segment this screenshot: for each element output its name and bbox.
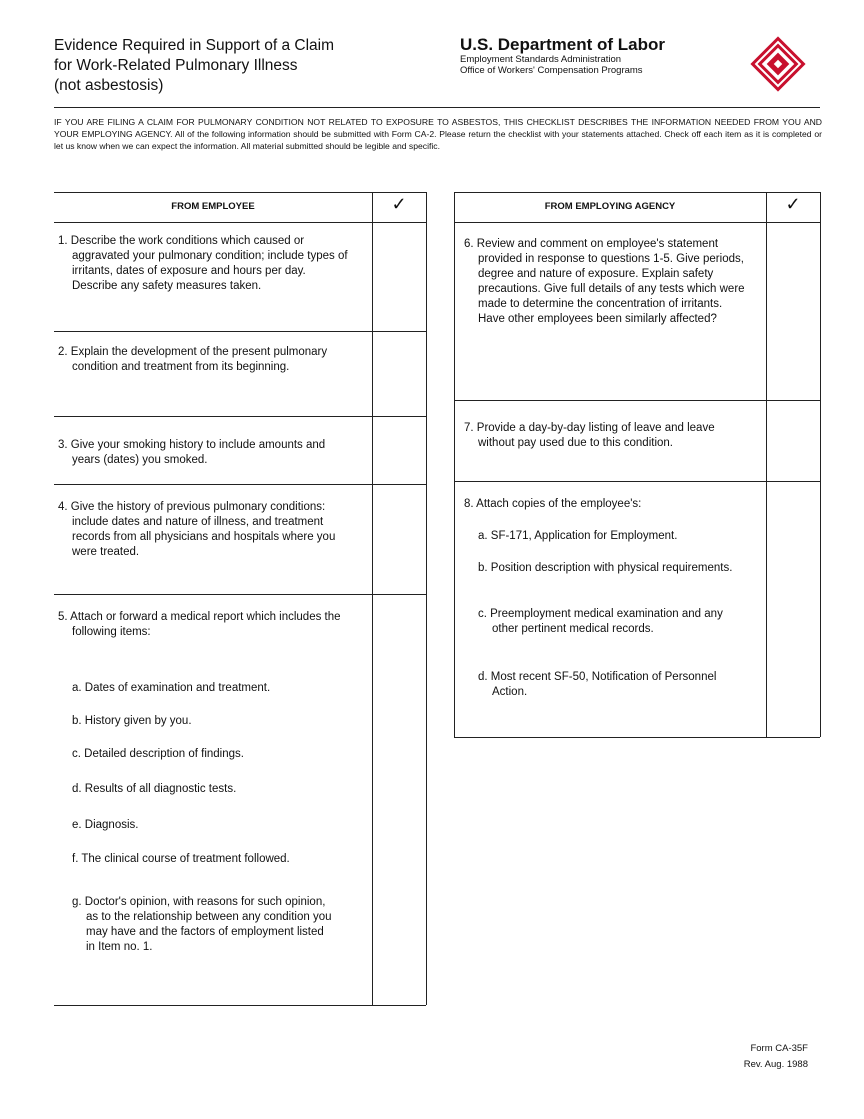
employee-item-3: 3. Give your smoking history to include amounts and years (dates) you smoked.: [58, 439, 326, 466]
employee-item-2-checkbox[interactable]: [373, 332, 425, 415]
agency-item-6: 6. Review and comment on employee's statement provided in response to questions 1-5. Give periods, degree and nature of exposure. Explain safety precautions. Give full details of any tests which were made to determine the concentration of irritants. Have other employees been similarly affected?: [464, 238, 745, 325]
employee-item-1-checkbox[interactable]: [373, 223, 425, 330]
agency-block: [460, 36, 730, 76]
item5-sub-d: d. Results of all diagnostic tests.: [72, 783, 237, 795]
item8-sub-d: d. Most recent SF-50, Notification of Personnel Action.: [478, 671, 717, 698]
agency-header: FROM EMPLOYING AGENCY: [544, 201, 676, 212]
item5-sub-e: e. Diagnosis.: [72, 819, 139, 831]
agency-item-8-checkbox[interactable]: [767, 482, 819, 736]
item5-sub-f: f. The clinical course of treatment followed.: [72, 853, 290, 865]
employee-item-2: 2. Explain the development of the present pulmonary condition and treatment from its beginning.: [58, 346, 328, 373]
intro-paragraph: IF YOU ARE FILING A CLAIM FOR PULMONARY CONDITION NOT RELATED TO EXPOSURE TO ASBESTOS, THIS CHECKLIST DESCRIBES THE INFORMATION NEEDED FROM YOU AND YOUR EMPLOYING AGENCY. All of the following information should be submitted with Form CA-2. Please return the checklist with your statements attached. Check off each item as it is completed or let us know when we can expect the information. All material submitted should be legible and specific.: [54, 117, 822, 151]
header-rule: [54, 107, 820, 108]
form-id: Form CA-35F: [750, 1043, 808, 1054]
agency-item-6-checkbox[interactable]: [767, 223, 819, 399]
employee-item-4: 4. Give the history of previous pulmonary conditions: include dates and nature of illness, and treatment records from all physicians and hospitals where you were treated.: [58, 501, 336, 558]
form-revision: Rev. Aug. 1988: [743, 1059, 808, 1070]
agency-sub-2: Office of Workers' Compensation Programs: [460, 65, 643, 76]
check-mark-icon: ✓: [785, 194, 801, 214]
item8-sub-c: c. Preemployment medical examination and any other pertinent medical records.: [478, 608, 723, 635]
item5-sub-a: a. Dates of examination and treatment.: [72, 682, 271, 694]
item5-sub-c: c. Detailed description of findings.: [72, 748, 244, 760]
employee-item-1: 1. Describe the work conditions which caused or aggravated your pulmonary condition; include types of irritants, dates of exposure and hours per day. Describe any safety measures taken.: [58, 235, 348, 292]
agency-item-8: 8. Attach copies of the employee's:: [464, 498, 642, 510]
title-line-2: for Work-Related Pulmonary Illness: [54, 57, 298, 74]
item5-sub-g: g. Doctor's opinion, with reasons for such opinion, as to the relationship between any condition you may have and the factors of employment listed in Item no. 1.: [72, 896, 332, 953]
title-line-3: (not asbestosis): [54, 77, 164, 94]
form-number: [744, 1041, 808, 1073]
agency-item-7-checkbox[interactable]: [767, 401, 819, 480]
item5-sub-b: b. History given by you.: [72, 715, 192, 727]
employee-item-4-checkbox[interactable]: [373, 485, 425, 593]
document-title: [54, 36, 394, 96]
dol-logo-icon: [750, 36, 806, 92]
agency-sub-1: Employment Standards Administration: [460, 54, 622, 65]
item8-sub-a: a. SF-171, Application for Employment.: [478, 530, 678, 542]
check-mark-icon: ✓: [391, 194, 407, 214]
employee-header: FROM EMPLOYEE: [171, 201, 255, 212]
employee-item-5: 5. Attach or forward a medical report which includes the following items:: [58, 611, 341, 638]
title-line-1: Evidence Required in Support of a Claim: [54, 37, 335, 54]
employee-item-3-checkbox[interactable]: [373, 417, 425, 483]
agency-name: U.S. Department of Labor: [460, 35, 665, 54]
item8-sub-b: b. Position description with physical requirements.: [478, 562, 733, 574]
employee-item-5-checkbox[interactable]: [373, 595, 425, 1004]
agency-item-7: 7. Provide a day-by-day listing of leave and leave without pay used due to this condition.: [464, 422, 715, 449]
